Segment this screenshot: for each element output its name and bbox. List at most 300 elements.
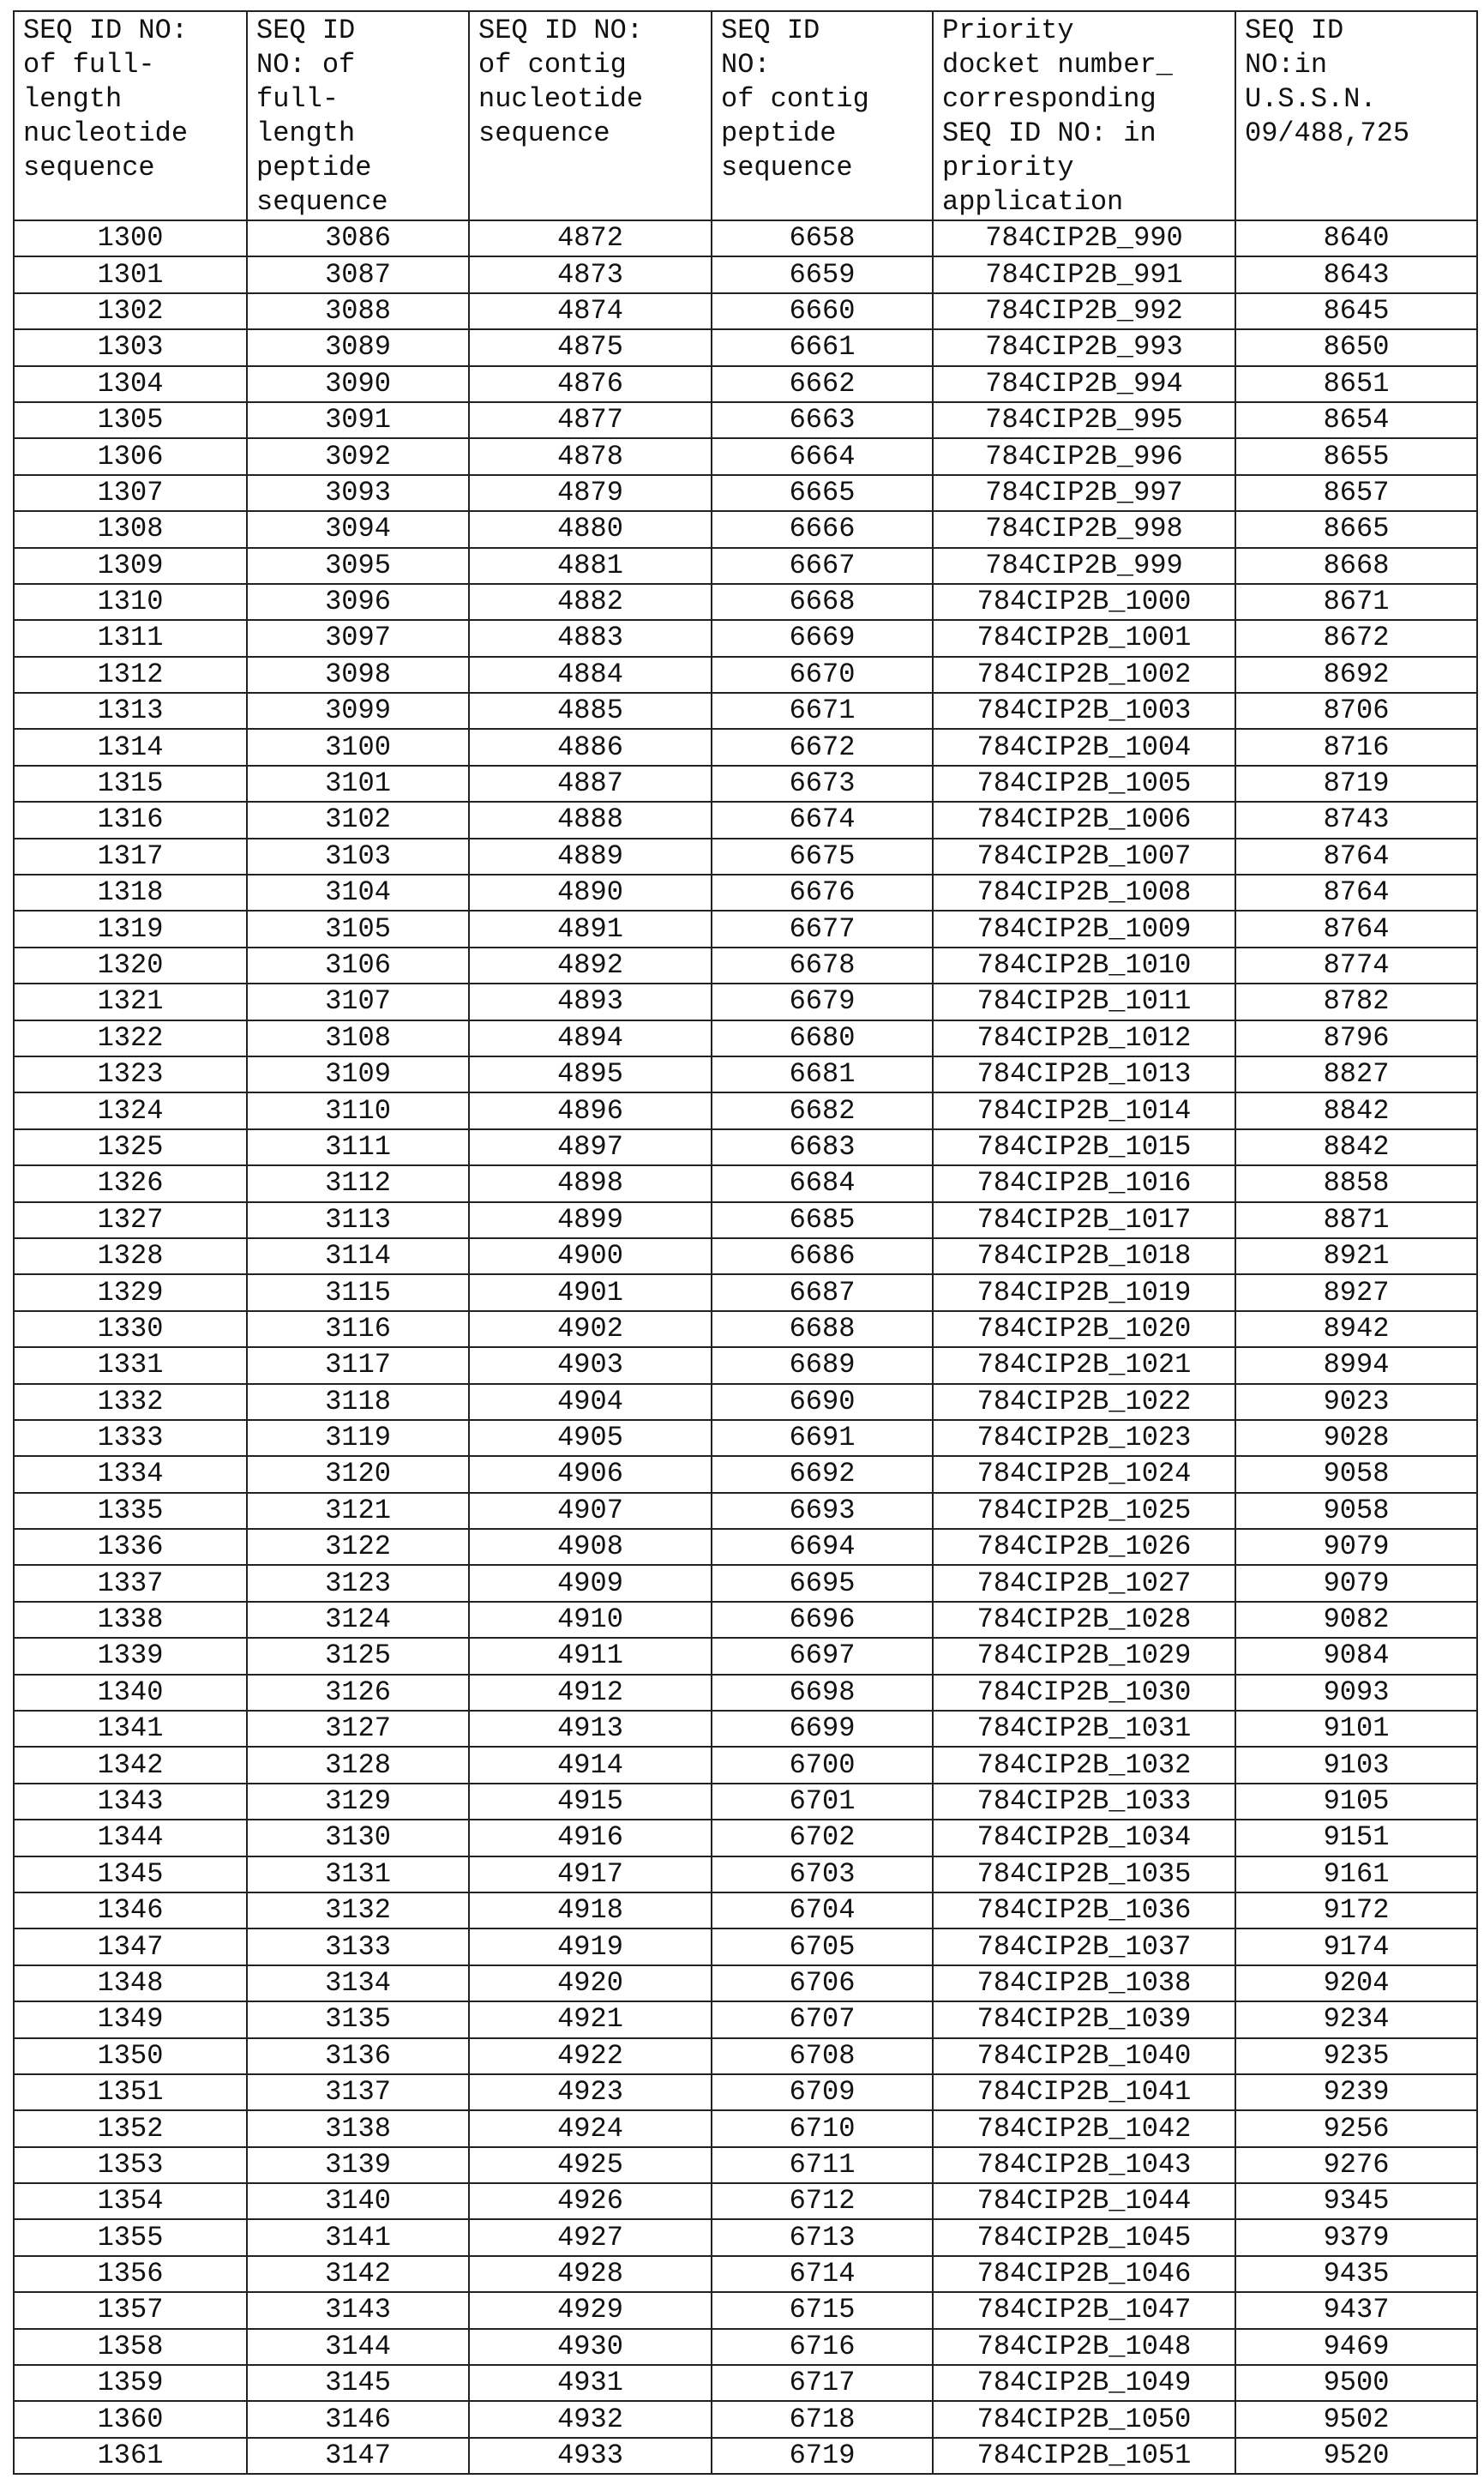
cell-ussn-seq-id: 9256 — [1235, 2110, 1477, 2146]
cell-ussn-seq-id: 9235 — [1235, 2038, 1477, 2074]
cell-full-length-peptide: 3109 — [247, 1056, 469, 1092]
cell-priority-docket: 784CIP2B_1037 — [933, 1928, 1235, 1965]
cell-contig-peptide: 6683 — [712, 1129, 933, 1165]
cell-full-length-nucleotide: 1317 — [14, 839, 247, 875]
cell-full-length-nucleotide: 1309 — [14, 548, 247, 584]
cell-full-length-peptide: 3121 — [247, 1493, 469, 1529]
cell-full-length-peptide: 3113 — [247, 1202, 469, 1238]
cell-full-length-nucleotide: 1319 — [14, 911, 247, 947]
cell-full-length-nucleotide: 1318 — [14, 875, 247, 911]
cell-full-length-nucleotide: 1305 — [14, 402, 247, 438]
cell-priority-docket: 784CIP2B_1012 — [933, 1020, 1235, 1056]
table-row — [14, 693, 1477, 729]
cell-full-length-peptide: 3130 — [247, 1820, 469, 1856]
table-row — [14, 2074, 1477, 2110]
cell-contig-nucleotide: 4926 — [469, 2183, 712, 2219]
cell-full-length-peptide: 3125 — [247, 1638, 469, 1674]
cell-priority-docket: 784CIP2B_1032 — [933, 1747, 1235, 1783]
table-row — [14, 911, 1477, 947]
table-row — [14, 1456, 1477, 1492]
cell-contig-nucleotide: 4879 — [469, 475, 712, 511]
table-row — [14, 256, 1477, 292]
cell-contig-peptide: 6709 — [712, 2074, 933, 2110]
cell-contig-peptide: 6680 — [712, 1020, 933, 1056]
cell-contig-nucleotide: 4918 — [469, 1892, 712, 1928]
cell-priority-docket: 784CIP2B_1001 — [933, 620, 1235, 656]
cell-ussn-seq-id: 8692 — [1235, 657, 1477, 693]
cell-contig-nucleotide: 4876 — [469, 366, 712, 402]
cell-ussn-seq-id: 9093 — [1235, 1675, 1477, 1711]
cell-contig-nucleotide: 4880 — [469, 511, 712, 547]
cell-full-length-peptide: 3106 — [247, 948, 469, 984]
cell-ussn-seq-id: 8927 — [1235, 1274, 1477, 1310]
cell-contig-nucleotide: 4925 — [469, 2147, 712, 2183]
cell-full-length-nucleotide: 1345 — [14, 1856, 247, 1892]
cell-ussn-seq-id: 8921 — [1235, 1238, 1477, 1274]
table-row — [14, 1493, 1477, 1529]
cell-contig-peptide: 6700 — [712, 1747, 933, 1783]
cell-priority-docket: 784CIP2B_1003 — [933, 693, 1235, 729]
cell-ussn-seq-id: 9435 — [1235, 2256, 1477, 2292]
cell-contig-peptide: 6694 — [712, 1529, 933, 1565]
cell-full-length-nucleotide: 1333 — [14, 1420, 247, 1456]
table-row — [14, 802, 1477, 838]
cell-ussn-seq-id: 8706 — [1235, 693, 1477, 729]
cell-contig-nucleotide: 4885 — [469, 693, 712, 729]
cell-priority-docket: 784CIP2B_1004 — [933, 729, 1235, 765]
cell-ussn-seq-id: 8719 — [1235, 766, 1477, 802]
cell-full-length-peptide: 3097 — [247, 620, 469, 656]
cell-priority-docket: 784CIP2B_1033 — [933, 1784, 1235, 1820]
cell-priority-docket: 784CIP2B_1019 — [933, 1274, 1235, 1310]
cell-full-length-nucleotide: 1352 — [14, 2110, 247, 2146]
cell-full-length-nucleotide: 1357 — [14, 2292, 247, 2328]
cell-contig-peptide: 6684 — [712, 1165, 933, 1201]
cell-priority-docket: 784CIP2B_1029 — [933, 1638, 1235, 1674]
cell-priority-docket: 784CIP2B_1036 — [933, 1892, 1235, 1928]
cell-priority-docket: 784CIP2B_1027 — [933, 1565, 1235, 1601]
cell-full-length-nucleotide: 1315 — [14, 766, 247, 802]
cell-contig-peptide: 6668 — [712, 584, 933, 620]
cell-priority-docket: 784CIP2B_1010 — [933, 948, 1235, 984]
cell-contig-nucleotide: 4877 — [469, 402, 712, 438]
cell-full-length-nucleotide: 1347 — [14, 1928, 247, 1965]
table-row — [14, 1928, 1477, 1965]
cell-full-length-nucleotide: 1314 — [14, 729, 247, 765]
cell-contig-nucleotide: 4875 — [469, 329, 712, 365]
cell-contig-peptide: 6681 — [712, 1056, 933, 1092]
cell-priority-docket: 784CIP2B_1015 — [933, 1129, 1235, 1165]
table-row — [14, 2001, 1477, 2037]
cell-full-length-peptide: 3108 — [247, 1020, 469, 1056]
cell-contig-peptide: 6697 — [712, 1638, 933, 1674]
cell-priority-docket: 784CIP2B_1049 — [933, 2365, 1235, 2401]
cell-contig-nucleotide: 4884 — [469, 657, 712, 693]
header-full-length-peptide: SEQ ID NO: of full- length peptide sequence — [247, 11, 469, 220]
table-row — [14, 366, 1477, 402]
cell-contig-peptide: 6663 — [712, 402, 933, 438]
cell-priority-docket: 784CIP2B_1035 — [933, 1856, 1235, 1892]
table-row — [14, 2329, 1477, 2365]
cell-full-length-peptide: 3119 — [247, 1420, 469, 1456]
cell-full-length-peptide: 3112 — [247, 1165, 469, 1201]
table-row — [14, 948, 1477, 984]
cell-ussn-seq-id: 8645 — [1235, 293, 1477, 329]
cell-full-length-peptide: 3144 — [247, 2329, 469, 2365]
table-row — [14, 839, 1477, 875]
table-row — [14, 2401, 1477, 2437]
cell-ussn-seq-id: 9276 — [1235, 2147, 1477, 2183]
cell-full-length-peptide: 3105 — [247, 911, 469, 947]
cell-contig-nucleotide: 4915 — [469, 1784, 712, 1820]
cell-contig-nucleotide: 4874 — [469, 293, 712, 329]
cell-contig-peptide: 6670 — [712, 657, 933, 693]
cell-ussn-seq-id: 8640 — [1235, 220, 1477, 256]
cell-contig-nucleotide: 4923 — [469, 2074, 712, 2110]
cell-ussn-seq-id: 8774 — [1235, 948, 1477, 984]
table-row — [14, 875, 1477, 911]
cell-full-length-nucleotide: 1339 — [14, 1638, 247, 1674]
cell-full-length-nucleotide: 1358 — [14, 2329, 247, 2365]
cell-full-length-peptide: 3107 — [247, 984, 469, 1020]
header-row — [14, 11, 1477, 220]
cell-ussn-seq-id: 8651 — [1235, 366, 1477, 402]
cell-ussn-seq-id: 8994 — [1235, 1347, 1477, 1383]
table-row — [14, 2147, 1477, 2183]
cell-priority-docket: 784CIP2B_1009 — [933, 911, 1235, 947]
cell-full-length-nucleotide: 1361 — [14, 2438, 247, 2474]
cell-contig-peptide: 6716 — [712, 2329, 933, 2365]
cell-full-length-peptide: 3147 — [247, 2438, 469, 2474]
cell-priority-docket: 784CIP2B_1017 — [933, 1202, 1235, 1238]
table-row — [14, 2292, 1477, 2328]
cell-full-length-nucleotide: 1356 — [14, 2256, 247, 2292]
cell-ussn-seq-id: 9105 — [1235, 1784, 1477, 1820]
cell-priority-docket: 784CIP2B_1016 — [933, 1165, 1235, 1201]
cell-full-length-nucleotide: 1335 — [14, 1493, 247, 1529]
cell-full-length-nucleotide: 1312 — [14, 657, 247, 693]
cell-priority-docket: 784CIP2B_996 — [933, 438, 1235, 474]
cell-contig-nucleotide: 4881 — [469, 548, 712, 584]
cell-priority-docket: 784CIP2B_1044 — [933, 2183, 1235, 2219]
cell-contig-nucleotide: 4903 — [469, 1347, 712, 1383]
cell-priority-docket: 784CIP2B_1048 — [933, 2329, 1235, 2365]
table-row — [14, 2256, 1477, 2292]
cell-full-length-peptide: 3088 — [247, 293, 469, 329]
cell-ussn-seq-id: 9502 — [1235, 2401, 1477, 2437]
cell-full-length-peptide: 3091 — [247, 402, 469, 438]
cell-full-length-nucleotide: 1301 — [14, 256, 247, 292]
cell-contig-nucleotide: 4888 — [469, 802, 712, 838]
cell-ussn-seq-id: 9161 — [1235, 1856, 1477, 1892]
cell-priority-docket: 784CIP2B_1040 — [933, 2038, 1235, 2074]
table-body — [14, 220, 1477, 2474]
cell-priority-docket: 784CIP2B_1023 — [933, 1420, 1235, 1456]
cell-contig-nucleotide: 4873 — [469, 256, 712, 292]
table-row — [14, 475, 1477, 511]
cell-priority-docket: 784CIP2B_994 — [933, 366, 1235, 402]
cell-contig-peptide: 6665 — [712, 475, 933, 511]
cell-ussn-seq-id: 9437 — [1235, 2292, 1477, 2328]
table-row — [14, 1238, 1477, 1274]
cell-full-length-peptide: 3131 — [247, 1856, 469, 1892]
cell-full-length-nucleotide: 1329 — [14, 1274, 247, 1310]
cell-contig-peptide: 6659 — [712, 256, 933, 292]
cell-ussn-seq-id: 8665 — [1235, 511, 1477, 547]
cell-priority-docket: 784CIP2B_1045 — [933, 2219, 1235, 2255]
cell-ussn-seq-id: 9239 — [1235, 2074, 1477, 2110]
cell-ussn-seq-id: 9079 — [1235, 1529, 1477, 1565]
cell-full-length-peptide: 3118 — [247, 1384, 469, 1420]
table-row — [14, 548, 1477, 584]
cell-full-length-peptide: 3089 — [247, 329, 469, 365]
cell-full-length-peptide: 3133 — [247, 1928, 469, 1965]
cell-full-length-nucleotide: 1313 — [14, 693, 247, 729]
cell-full-length-peptide: 3145 — [247, 2365, 469, 2401]
cell-ussn-seq-id: 9172 — [1235, 1892, 1477, 1928]
table-row — [14, 1747, 1477, 1783]
cell-ussn-seq-id: 9234 — [1235, 2001, 1477, 2037]
cell-contig-peptide: 6702 — [712, 1820, 933, 1856]
cell-priority-docket: 784CIP2B_1020 — [933, 1311, 1235, 1347]
cell-full-length-peptide: 3136 — [247, 2038, 469, 2074]
cell-contig-peptide: 6685 — [712, 1202, 933, 1238]
cell-full-length-peptide: 3099 — [247, 693, 469, 729]
table-row — [14, 1711, 1477, 1747]
cell-ussn-seq-id: 9101 — [1235, 1711, 1477, 1747]
cell-full-length-nucleotide: 1341 — [14, 1711, 247, 1747]
cell-contig-peptide: 6712 — [712, 2183, 933, 2219]
cell-ussn-seq-id: 9204 — [1235, 1965, 1477, 2001]
cell-full-length-nucleotide: 1326 — [14, 1165, 247, 1201]
cell-full-length-nucleotide: 1320 — [14, 948, 247, 984]
cell-contig-nucleotide: 4898 — [469, 1165, 712, 1201]
cell-full-length-nucleotide: 1322 — [14, 1020, 247, 1056]
cell-ussn-seq-id: 8743 — [1235, 802, 1477, 838]
cell-full-length-nucleotide: 1331 — [14, 1347, 247, 1383]
cell-contig-nucleotide: 4872 — [469, 220, 712, 256]
cell-contig-nucleotide: 4927 — [469, 2219, 712, 2255]
cell-contig-nucleotide: 4932 — [469, 2401, 712, 2437]
cell-priority-docket: 784CIP2B_1031 — [933, 1711, 1235, 1747]
table-row — [14, 1892, 1477, 1928]
cell-priority-docket: 784CIP2B_1039 — [933, 2001, 1235, 2037]
cell-full-length-nucleotide: 1324 — [14, 1092, 247, 1128]
cell-full-length-nucleotide: 1346 — [14, 1892, 247, 1928]
cell-ussn-seq-id: 9151 — [1235, 1820, 1477, 1856]
cell-priority-docket: 784CIP2B_1002 — [933, 657, 1235, 693]
cell-contig-peptide: 6698 — [712, 1675, 933, 1711]
cell-full-length-nucleotide: 1307 — [14, 475, 247, 511]
cell-contig-nucleotide: 4911 — [469, 1638, 712, 1674]
cell-full-length-peptide: 3132 — [247, 1892, 469, 1928]
cell-contig-peptide: 6662 — [712, 366, 933, 402]
cell-priority-docket: 784CIP2B_1034 — [933, 1820, 1235, 1856]
cell-priority-docket: 784CIP2B_993 — [933, 329, 1235, 365]
cell-priority-docket: 784CIP2B_990 — [933, 220, 1235, 256]
cell-ussn-seq-id: 9028 — [1235, 1420, 1477, 1456]
cell-priority-docket: 784CIP2B_1011 — [933, 984, 1235, 1020]
cell-ussn-seq-id: 8871 — [1235, 1202, 1477, 1238]
cell-contig-nucleotide: 4893 — [469, 984, 712, 1020]
cell-full-length-peptide: 3127 — [247, 1711, 469, 1747]
cell-ussn-seq-id: 9084 — [1235, 1638, 1477, 1674]
table-row — [14, 511, 1477, 547]
cell-contig-peptide: 6690 — [712, 1384, 933, 1420]
cell-contig-nucleotide: 4909 — [469, 1565, 712, 1601]
cell-ussn-seq-id: 8716 — [1235, 729, 1477, 765]
cell-contig-peptide: 6695 — [712, 1565, 933, 1601]
cell-contig-nucleotide: 4924 — [469, 2110, 712, 2146]
cell-full-length-nucleotide: 1342 — [14, 1747, 247, 1783]
cell-contig-nucleotide: 4883 — [469, 620, 712, 656]
cell-full-length-peptide: 3141 — [247, 2219, 469, 2255]
table-row — [14, 1020, 1477, 1056]
cell-contig-nucleotide: 4931 — [469, 2365, 712, 2401]
cell-priority-docket: 784CIP2B_1042 — [933, 2110, 1235, 2146]
table-row — [14, 1347, 1477, 1383]
header-contig-peptide: SEQ ID NO: of contig peptide sequence — [712, 11, 933, 220]
cell-priority-docket: 784CIP2B_1005 — [933, 766, 1235, 802]
table-row — [14, 329, 1477, 365]
cell-full-length-peptide: 3142 — [247, 2256, 469, 2292]
cell-priority-docket: 784CIP2B_1006 — [933, 802, 1235, 838]
cell-full-length-nucleotide: 1353 — [14, 2147, 247, 2183]
cell-contig-peptide: 6669 — [712, 620, 933, 656]
cell-contig-peptide: 6705 — [712, 1928, 933, 1965]
cell-contig-peptide: 6676 — [712, 875, 933, 911]
table-row — [14, 1602, 1477, 1638]
cell-ussn-seq-id: 9023 — [1235, 1384, 1477, 1420]
table-row — [14, 1311, 1477, 1347]
cell-contig-peptide: 6718 — [712, 2401, 933, 2437]
cell-contig-nucleotide: 4882 — [469, 584, 712, 620]
cell-full-length-nucleotide: 1351 — [14, 2074, 247, 2110]
cell-full-length-peptide: 3126 — [247, 1675, 469, 1711]
table-row — [14, 438, 1477, 474]
cell-priority-docket: 784CIP2B_998 — [933, 511, 1235, 547]
cell-priority-docket: 784CIP2B_1043 — [933, 2147, 1235, 2183]
cell-full-length-peptide: 3138 — [247, 2110, 469, 2146]
cell-full-length-nucleotide: 1334 — [14, 1456, 247, 1492]
cell-priority-docket: 784CIP2B_1021 — [933, 1347, 1235, 1383]
cell-contig-nucleotide: 4896 — [469, 1092, 712, 1128]
table-row — [14, 293, 1477, 329]
cell-contig-peptide: 6691 — [712, 1420, 933, 1456]
cell-contig-peptide: 6660 — [712, 293, 933, 329]
cell-full-length-nucleotide: 1328 — [14, 1238, 247, 1274]
cell-full-length-peptide: 3090 — [247, 366, 469, 402]
cell-ussn-seq-id: 8942 — [1235, 1311, 1477, 1347]
cell-full-length-peptide: 3146 — [247, 2401, 469, 2437]
cell-full-length-peptide: 3093 — [247, 475, 469, 511]
cell-full-length-nucleotide: 1359 — [14, 2365, 247, 2401]
cell-full-length-peptide: 3111 — [247, 1129, 469, 1165]
cell-contig-nucleotide: 4901 — [469, 1274, 712, 1310]
cell-priority-docket: 784CIP2B_1008 — [933, 875, 1235, 911]
cell-full-length-nucleotide: 1337 — [14, 1565, 247, 1601]
table-row — [14, 620, 1477, 656]
cell-full-length-nucleotide: 1302 — [14, 293, 247, 329]
cell-priority-docket: 784CIP2B_1041 — [933, 2074, 1235, 2110]
cell-full-length-peptide: 3114 — [247, 1238, 469, 1274]
cell-ussn-seq-id: 9079 — [1235, 1565, 1477, 1601]
table-row — [14, 1274, 1477, 1310]
cell-priority-docket: 784CIP2B_1046 — [933, 2256, 1235, 2292]
cell-ussn-seq-id: 8782 — [1235, 984, 1477, 1020]
table-row — [14, 402, 1477, 438]
cell-contig-nucleotide: 4919 — [469, 1928, 712, 1965]
cell-priority-docket: 784CIP2B_1013 — [933, 1056, 1235, 1092]
cell-full-length-peptide: 3104 — [247, 875, 469, 911]
table-row — [14, 657, 1477, 693]
cell-ussn-seq-id: 9520 — [1235, 2438, 1477, 2474]
cell-contig-nucleotide: 4878 — [469, 438, 712, 474]
cell-contig-nucleotide: 4894 — [469, 1020, 712, 1056]
cell-full-length-nucleotide: 1349 — [14, 2001, 247, 2037]
cell-priority-docket: 784CIP2B_1014 — [933, 1092, 1235, 1128]
cell-contig-nucleotide: 4902 — [469, 1311, 712, 1347]
cell-contig-nucleotide: 4904 — [469, 1384, 712, 1420]
cell-contig-nucleotide: 4891 — [469, 911, 712, 947]
cell-full-length-peptide: 3120 — [247, 1456, 469, 1492]
cell-contig-peptide: 6687 — [712, 1274, 933, 1310]
table-row — [14, 2110, 1477, 2146]
cell-priority-docket: 784CIP2B_1030 — [933, 1675, 1235, 1711]
table-row — [14, 2183, 1477, 2219]
header-priority-docket: Priority docket number_ corresponding SEQ ID NO: in priority application — [933, 11, 1235, 220]
cell-contig-nucleotide: 4910 — [469, 1602, 712, 1638]
cell-contig-peptide: 6677 — [712, 911, 933, 947]
header-ussn-seq-id: SEQ ID NO:in U.S.S.N. 09/488,725 — [1235, 11, 1477, 220]
cell-priority-docket: 784CIP2B_1007 — [933, 839, 1235, 875]
table-row — [14, 1784, 1477, 1820]
cell-priority-docket: 784CIP2B_995 — [933, 402, 1235, 438]
table-row — [14, 1129, 1477, 1165]
cell-full-length-peptide: 3116 — [247, 1311, 469, 1347]
cell-priority-docket: 784CIP2B_1000 — [933, 584, 1235, 620]
cell-contig-nucleotide: 4921 — [469, 2001, 712, 2037]
cell-contig-peptide: 6673 — [712, 766, 933, 802]
cell-ussn-seq-id: 8655 — [1235, 438, 1477, 474]
header-contig-nucleotide: SEQ ID NO: of contig nucleotide sequence — [469, 11, 712, 220]
cell-full-length-nucleotide: 1325 — [14, 1129, 247, 1165]
cell-contig-peptide: 6713 — [712, 2219, 933, 2255]
cell-priority-docket: 784CIP2B_1025 — [933, 1493, 1235, 1529]
cell-priority-docket: 784CIP2B_1022 — [933, 1384, 1235, 1420]
cell-contig-nucleotide: 4895 — [469, 1056, 712, 1092]
cell-priority-docket: 784CIP2B_1024 — [933, 1456, 1235, 1492]
cell-ussn-seq-id: 8764 — [1235, 875, 1477, 911]
cell-full-length-peptide: 3087 — [247, 256, 469, 292]
cell-contig-peptide: 6693 — [712, 1493, 933, 1529]
cell-contig-peptide: 6688 — [712, 1311, 933, 1347]
cell-contig-peptide: 6696 — [712, 1602, 933, 1638]
cell-contig-nucleotide: 4929 — [469, 2292, 712, 2328]
cell-contig-nucleotide: 4889 — [469, 839, 712, 875]
cell-ussn-seq-id: 8842 — [1235, 1129, 1477, 1165]
table-row — [14, 1965, 1477, 2001]
table-row — [14, 766, 1477, 802]
cell-full-length-peptide: 3129 — [247, 1784, 469, 1820]
cell-contig-peptide: 6672 — [712, 729, 933, 765]
cell-contig-peptide: 6719 — [712, 2438, 933, 2474]
cell-full-length-peptide: 3092 — [247, 438, 469, 474]
cell-contig-nucleotide: 4886 — [469, 729, 712, 765]
cell-full-length-nucleotide: 1343 — [14, 1784, 247, 1820]
cell-full-length-nucleotide: 1344 — [14, 1820, 247, 1856]
cell-full-length-peptide: 3134 — [247, 1965, 469, 2001]
